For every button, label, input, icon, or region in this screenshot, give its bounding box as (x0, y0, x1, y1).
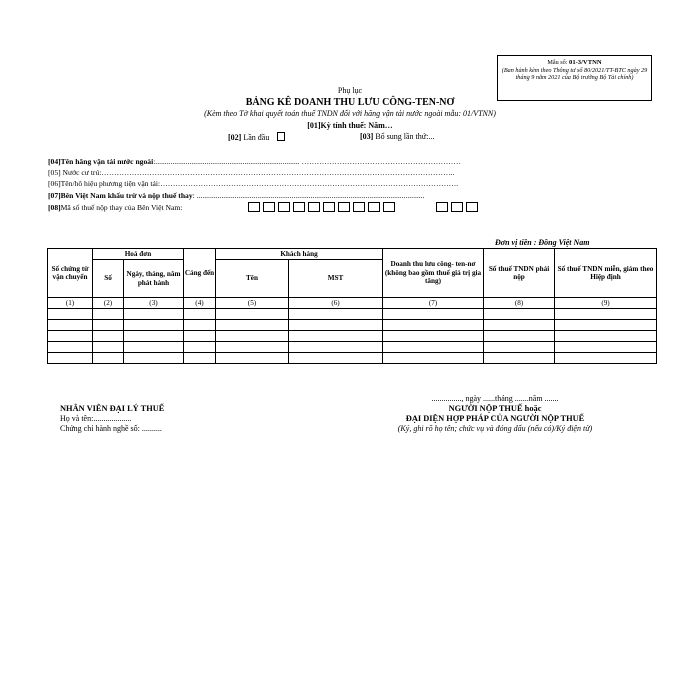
tax-id-suffix-box[interactable] (466, 202, 478, 212)
col-invoice-no-header: Số (93, 260, 124, 298)
taxpayer-block (330, 404, 660, 434)
tax-agent-block (60, 404, 164, 434)
col-number: (3) (124, 298, 184, 309)
table-row[interactable] (48, 320, 657, 331)
tax-id-digit-box[interactable] (323, 202, 335, 212)
tax-id-digit-box[interactable] (248, 202, 260, 212)
revenue-table (47, 248, 657, 364)
col-cit-header: Số thuế TNDN phải nộp (484, 249, 555, 298)
col-number: (1) (48, 298, 93, 309)
tax-id-digit-box[interactable] (353, 202, 365, 212)
currency-unit: Đơn vị tiền : Đồng Việt Nam (495, 238, 590, 247)
field-05-residence[interactable]: [05] Nước cư trú:………………………………………………………………………………………………………………………….. (48, 168, 455, 177)
date-line[interactable]: ..............., ngày ......tháng .......năm ....... (431, 394, 559, 403)
tax-id-suffix-box[interactable] (436, 202, 448, 212)
field-07-vn-party[interactable]: [07]Bên Việt Nam khấu trừ và nộp thuế thay: ........................................................................................................................ (48, 191, 425, 200)
col-number: (8) (484, 298, 555, 309)
tax-id-digit-box[interactable] (263, 202, 275, 212)
supplement-field: [03] Bổ sung lần thứ:... (360, 132, 435, 141)
column-number-row (48, 298, 657, 309)
col-number: (7) (383, 298, 484, 309)
col-revenue-header: Doanh thu lưu công- ten-nơ (không bao gồm thuế giá trị gia tăng) (383, 249, 484, 298)
col-invoice-header: Hoá đơn (93, 249, 184, 260)
col-exempt-header: Số thuế TNDN miễn, giảm theo Hiệp định (555, 249, 657, 298)
col-number: (2) (93, 298, 124, 309)
taxpayer-title: NGƯỜI NỘP THUẾ hoặc (448, 404, 542, 413)
table-row[interactable] (48, 342, 657, 353)
form-legal-note: (Ban hành kèm theo Thông tư số 80/2021/TT-BTC ngày 29 tháng 9 năm 2021 của Bộ trưởng Bộ Tài chính) (501, 66, 648, 82)
first-time-field: [02] Lần đầu (228, 132, 285, 142)
field-06-vehicle[interactable]: [06]Tên/hô hiệu phương tiện vận tải:………………………………………………………………………………………………………. (48, 179, 459, 188)
page-subtitle: (Kèm theo Tờ khai quyết toán thuế TNDN đối với hãng vận tải nước ngoài mẫu: 01/VTNN) (204, 109, 496, 118)
tax-agent-cert-field[interactable]: Chứng chỉ hành nghề số: .......... (60, 424, 162, 433)
first-time-checkbox[interactable] (277, 132, 285, 141)
col-customer-header: Khách hàng (216, 249, 383, 260)
tax-agent-title: NHÂN VIÊN ĐẠI LÝ THUẾ (60, 404, 165, 413)
col-customer-taxid-header: MST (289, 260, 383, 298)
tax-period: [01]Kỳ tính thuế: Năm… (307, 121, 393, 130)
page-title: BẢNG KÊ DOANH THU LƯU CÔNG-TEN-NƠ (245, 97, 455, 108)
signature-note: (Ký, ghi rõ họ tên; chức vụ và đóng dấu (nếu có)/Ký điện tử) (397, 424, 593, 433)
col-number: (5) (216, 298, 289, 309)
col-customer-name-header: Tên (216, 260, 289, 298)
tax-id-digit-box[interactable] (368, 202, 380, 212)
table-row[interactable] (48, 353, 657, 364)
form-code: 01-3/VTNN (569, 59, 602, 66)
field-08-tax-id-label: [08]Mã số thuế nộp thay của Bên Việt Nam: (48, 203, 183, 212)
tax-id-digit-box[interactable] (293, 202, 305, 212)
tax-id-digit-box[interactable] (383, 202, 395, 212)
col-port-header: Cảng đến (184, 249, 216, 298)
tax-id-digit-box[interactable] (278, 202, 290, 212)
appendix-label: Phụ lục (337, 86, 363, 95)
tax-agent-name-field[interactable]: Họ và tên:................... (60, 414, 132, 423)
legal-rep-title: ĐẠI DIỆN HỢP PHÁP CỦA NGƯỜI NỘP THUẾ (405, 414, 585, 423)
col-invoice-date-header: Ngày, tháng, năm phát hành (124, 260, 184, 298)
tax-id-digit-box[interactable] (308, 202, 320, 212)
col-doc-no-header: Số chứng từ vận chuyển (48, 249, 93, 298)
tax-id-digit-box[interactable] (338, 202, 350, 212)
form-code-prefix: Mẫu số: (547, 59, 570, 66)
col-number: (4) (184, 298, 216, 309)
field-04-carrier-name[interactable]: [04]Tên hãng vận tải nước ngoài:............................................................................ ……………………………………………………… (48, 157, 461, 166)
col-number: (9) (555, 298, 657, 309)
col-number: (6) (289, 298, 383, 309)
table-row[interactable] (48, 331, 657, 342)
tax-id-suffix-box[interactable] (451, 202, 463, 212)
table-row[interactable] (48, 309, 657, 320)
